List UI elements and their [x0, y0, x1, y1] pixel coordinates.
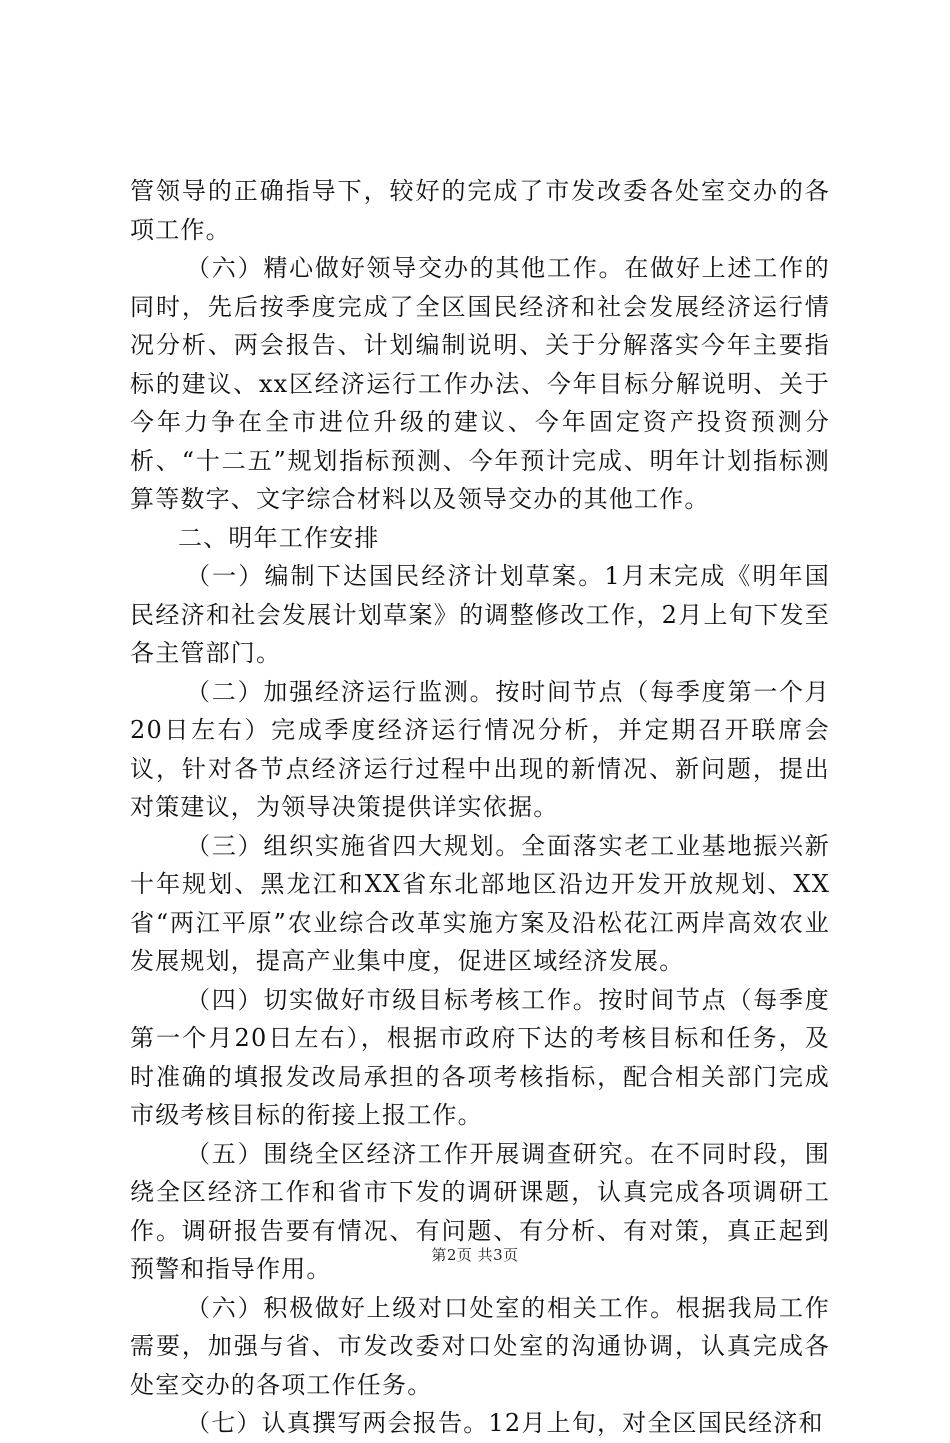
paragraph-plan-item-1: （一）编制下达国民经济计划草案。1月末完成《明年国民经济和社会发展计划草案》的调整修改工作，2月上旬下发至各主管部门。: [130, 562, 830, 667]
paragraph-plan-item-2: （二）加强经济运行监测。按时间节点（每季度第一个月20日左右）完成季度经济运行情况分析，并定期召开联席会议，针对各节点经济运行过程中出现的新情况、新问题，提出对策建议，为领导决策提供详实依据。: [130, 677, 830, 821]
paragraph-plan-item-6: （六）积极做好上级对口处室的相关工作。根据我局工作需要，加强与省、市发改委对口处室的沟通协调，认真完成各处室交办的各项工作任务。: [130, 1293, 830, 1399]
paragraph-item-six-other-work: （六）精心做好领导交办的其他工作。在做好上述工作的同时，先后按季度完成了全区国民经济和社会发展经济运行情况分析、两会报告、计划编制说明、关于分解落实今年主要指标的建议、xx区经济运行工作办法、今年目标分解说明、关于今年力争在全市进位升级的建议、今年固定资产投资预测分析、“十二五”规划指标预测、今年预计完成、明年计划指标测算等数字、文字综合材料以及领导交办的其他工作。: [130, 254, 830, 513]
page-number-label: 第2页 共3页: [431, 1246, 519, 1264]
paragraph-plan-item-5: （五）围绕全区经济工作开展调查研究。在不同时段，围绕全区经济工作和省市下发的调研课题，认真完成各项调研工作。调研报告要有情况、有问题、有分析、有对策，真正起到预警和指导作用。: [130, 1139, 830, 1283]
paragraph-plan-item-4: （四）切实做好市级目标考核工作。按时间节点（每季度第一个月20日左右），根据市政府下达的考核目标和任务，及时准确的填报发改局承担的各项考核指标，配合相关部门完成市级考核目标的衔接上报工作。: [130, 985, 830, 1129]
paragraph-plan-item-3: （三）组织实施省四大规划。全面落实老工业基地振兴新十年规划、黑龙江和XX省东北部地区沿边开发开放规划、XX省“两江平原”农业综合改革实施方案及沿松花江两岸高效农业发展规划，提高产业集中度，促进区域经济发展。: [130, 831, 830, 975]
section-heading-next-year-plan: 二、明年工作安排: [178, 523, 380, 552]
paragraph-continuation: 管领导的正确指导下，较好的完成了市发改委各处室交办的各项工作。: [130, 177, 830, 244]
paragraph-plan-item-7: （七）认真撰写两会报告。12月上旬，对全区国民经济和: [186, 1409, 824, 1437]
page-footer: [0, 1244, 950, 1265]
